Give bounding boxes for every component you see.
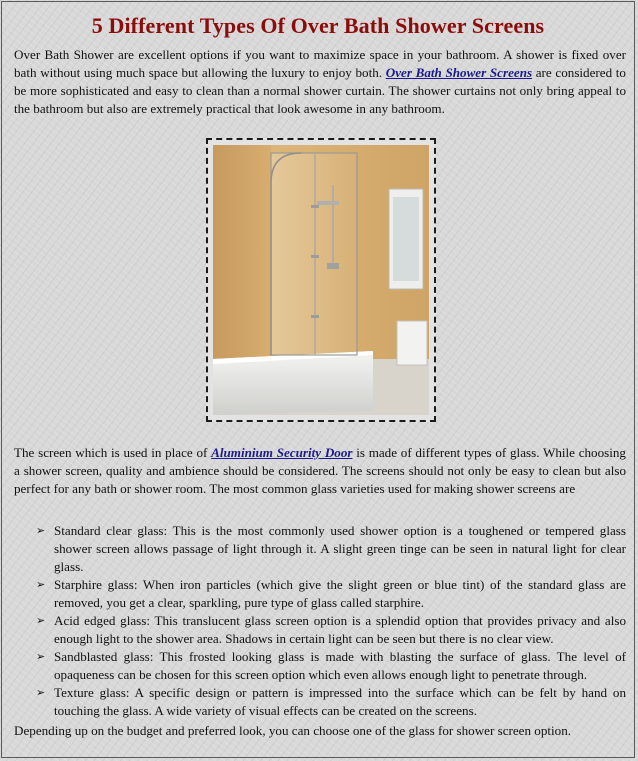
arrow-bullet-icon: ➢ bbox=[36, 650, 46, 663]
arrow-bullet-icon: ➢ bbox=[36, 524, 46, 537]
list-item-text: Standard clear glass: This is the most commonly used shower option is a toughened or tempered glass shower screen allows passage of light through it. A slight green tinge can be seen in natural light for clear glass. bbox=[54, 523, 626, 574]
list-item bbox=[34, 684, 626, 720]
document-page bbox=[1, 1, 635, 758]
intro-paragraph bbox=[14, 46, 626, 118]
list-item bbox=[34, 648, 626, 684]
conclusion-paragraph: Depending up on the budget and preferred look, you can choose one of the glass for shower screen option. bbox=[14, 723, 572, 738]
arrow-bullet-icon: ➢ bbox=[36, 578, 46, 591]
list-item-text: Starphire glass: When iron particles (which give the slight green or blue tint) of the standard glass are removed, you get a clear, sparkling, pure type of glass called starphire. bbox=[54, 577, 626, 610]
list-item bbox=[34, 576, 626, 612]
shower-screen-image-frame bbox=[206, 138, 436, 422]
list-item-text: Sandblasted glass: This frosted looking glass is made with blasting the surface of glass. The level of opaqueness can be chosen for this screen option which even allows enough light to penetrate through. bbox=[54, 649, 626, 682]
intro-text-start: Over Bath Shower are excellent options if you want to maximize space in your bathroom. A shower is fixed over bath without using much space but allowing the luxury to enjoy both. bbox=[14, 47, 626, 80]
intro-text-end: are considered to be more sophisticated and easy to clean than a normal shower curtain. The shower curtains not only bring appeal to the bathroom but also are extremely practical that look awesome in any bathroom. bbox=[14, 65, 626, 116]
glass-types-list bbox=[34, 522, 626, 720]
arrow-bullet-icon: ➢ bbox=[36, 686, 46, 699]
list-item-text: Acid edged glass: This translucent glass screen option is a splendid option that provides privacy and also enough light to the shower area. Shadows in certain light can be seen but there is no clear view. bbox=[54, 613, 626, 646]
over-bath-shower-screens-link[interactable]: Over Bath Shower Screens bbox=[385, 65, 533, 80]
body-text-start: The screen which is used in place of bbox=[14, 445, 212, 460]
list-item bbox=[34, 522, 626, 576]
shower-screen-photo bbox=[213, 145, 429, 415]
glass-types-intro-paragraph bbox=[14, 444, 626, 498]
aluminium-security-door-link[interactable]: Aluminium Security Door bbox=[211, 445, 353, 460]
list-item bbox=[34, 612, 626, 648]
body-text-end: is made of different types of glass. While choosing a shower screen, quality and ambience should be considered. The screens should not only be easy to clean but also perfect for any bath or shower room. The most common glass varieties used for making shower screens are bbox=[14, 445, 626, 496]
list-item-text: Texture glass: A specific design or pattern is impressed into the surface which can be felt by hand on touching the glass. A wide variety of visual effects can be created on the screens. bbox=[54, 685, 626, 718]
arrow-bullet-icon: ➢ bbox=[36, 614, 46, 627]
page-title: 5 Different Types Of Over Bath Shower Screens bbox=[91, 13, 545, 38]
